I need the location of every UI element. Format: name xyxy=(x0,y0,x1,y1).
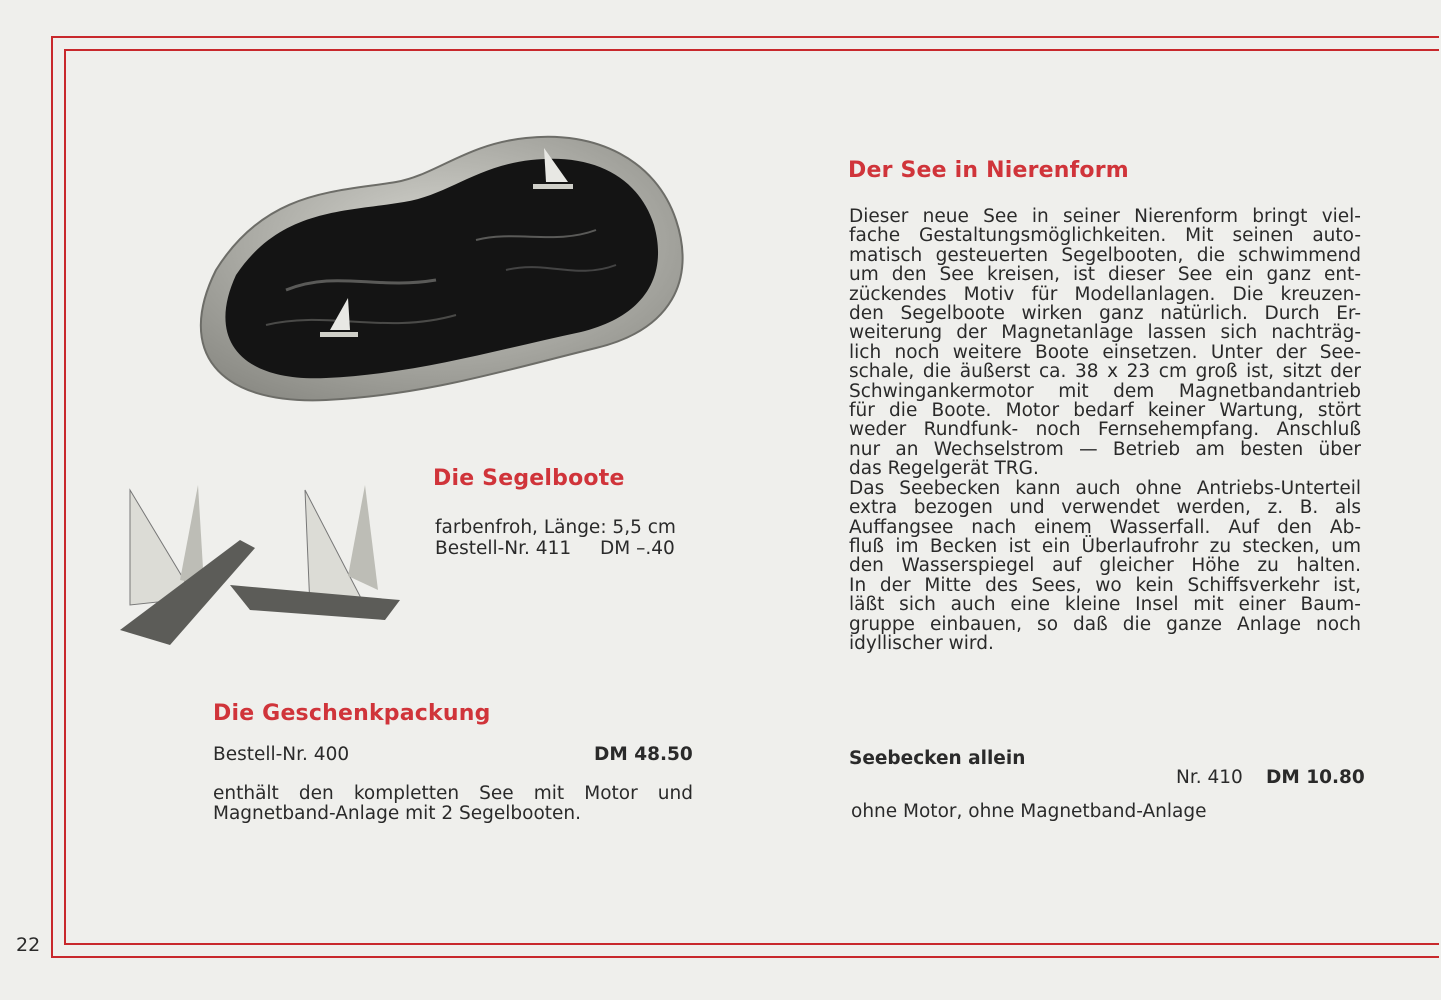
lake-line: weder Rundfunk- noch Fernsehempfang. Anschluß xyxy=(849,419,1361,441)
lake-line: Dieser neue See in seiner Nierenform bringt viel- xyxy=(849,206,1361,227)
sailboats-description: farbenfroh, Länge: 5,5 cm xyxy=(435,517,676,538)
lake-line: In der Mitte des Sees, wo kein Schiffsverkehr ist, xyxy=(849,574,1361,596)
lake-line: das Regelgerät TRG. xyxy=(849,458,1039,480)
lake-line: für die Boote. Motor bedarf keiner Wartung, stört xyxy=(849,400,1361,422)
gift-pack-order-number: Bestell-Nr. 400 xyxy=(213,744,350,765)
lake-line: gruppe einbauen, so daß die ganze Anlage noch xyxy=(849,613,1361,635)
basin-order-number: Nr. 410 xyxy=(1176,767,1243,788)
lake-line: nur an Wechselstrom — Betrieb am besten über xyxy=(849,438,1361,460)
lake-line: läßt sich auch eine kleine Insel mit einer Baum- xyxy=(849,594,1361,616)
basin-price: DM 10.80 xyxy=(1266,767,1365,788)
lake-description xyxy=(849,207,1361,653)
lake-line: Auffangsee nach einem Wasserfall. Auf den Ab- xyxy=(849,516,1361,538)
gift-pack-description-line1: enthält den kompletten See mit Motor und xyxy=(213,783,693,804)
basin-heading: Seebecken allein xyxy=(849,748,1026,769)
page-number: 22 xyxy=(16,934,41,956)
sailboats-photo xyxy=(110,480,415,650)
sailboats-order-number: Bestell-Nr. 411 xyxy=(435,538,572,559)
lake-line: um den See kreisen, ist dieser See ein ganz ent- xyxy=(849,264,1361,286)
lake-line: fluß im Becken ist ein Überlaufrohr zu stecken, um xyxy=(849,535,1361,557)
lake-line: fache Gestaltungsmöglichkeiten. Mit seinen auto- xyxy=(849,225,1361,247)
lake-line: Schwingankermotor mit dem Magnetbandantrieb xyxy=(849,380,1361,402)
lake-line: den Wasserspiegel auf gleicher Höhe zu halten. xyxy=(849,555,1361,577)
lake-line: den Segelboote wirken ganz natürlich. Durch Er- xyxy=(849,303,1361,325)
lake-line: lich noch weitere Boote einsetzen. Unter der See- xyxy=(849,341,1361,363)
lake-line: idyllischer wird. xyxy=(849,632,994,654)
lake-line: matisch gesteuerten Segelbooten, die schwimmend xyxy=(849,244,1361,266)
lake-heading: Der See in Nierenform xyxy=(848,158,1129,183)
kidney-lake-photo xyxy=(176,120,696,410)
gift-pack-description-line2: Magnetband-Anlage mit 2 Segelbooten. xyxy=(213,803,582,824)
gift-pack-price: DM 48.50 xyxy=(594,744,693,765)
basin-note: ohne Motor, ohne Magnetband-Anlage xyxy=(851,801,1207,822)
sailboats-price: DM –.40 xyxy=(600,538,675,559)
lake-line: schale, die äußerst ca. 38 x 23 cm groß ist, sitzt der xyxy=(849,361,1361,383)
lake-line: Das Seebecken kann auch ohne Antriebs-Unterteil xyxy=(849,477,1361,499)
lake-line: zückendes Motiv für Modellanlagen. Die kreuzen- xyxy=(849,283,1361,305)
lake-line: weiterung der Magnetanlage lassen sich nachträg- xyxy=(849,322,1361,344)
gift-pack-heading: Die Geschenkpackung xyxy=(213,701,491,726)
sailboats-heading: Die Segelboote xyxy=(433,466,625,491)
lake-line: extra bezogen und verwendet werden, z. B. als xyxy=(849,497,1361,519)
